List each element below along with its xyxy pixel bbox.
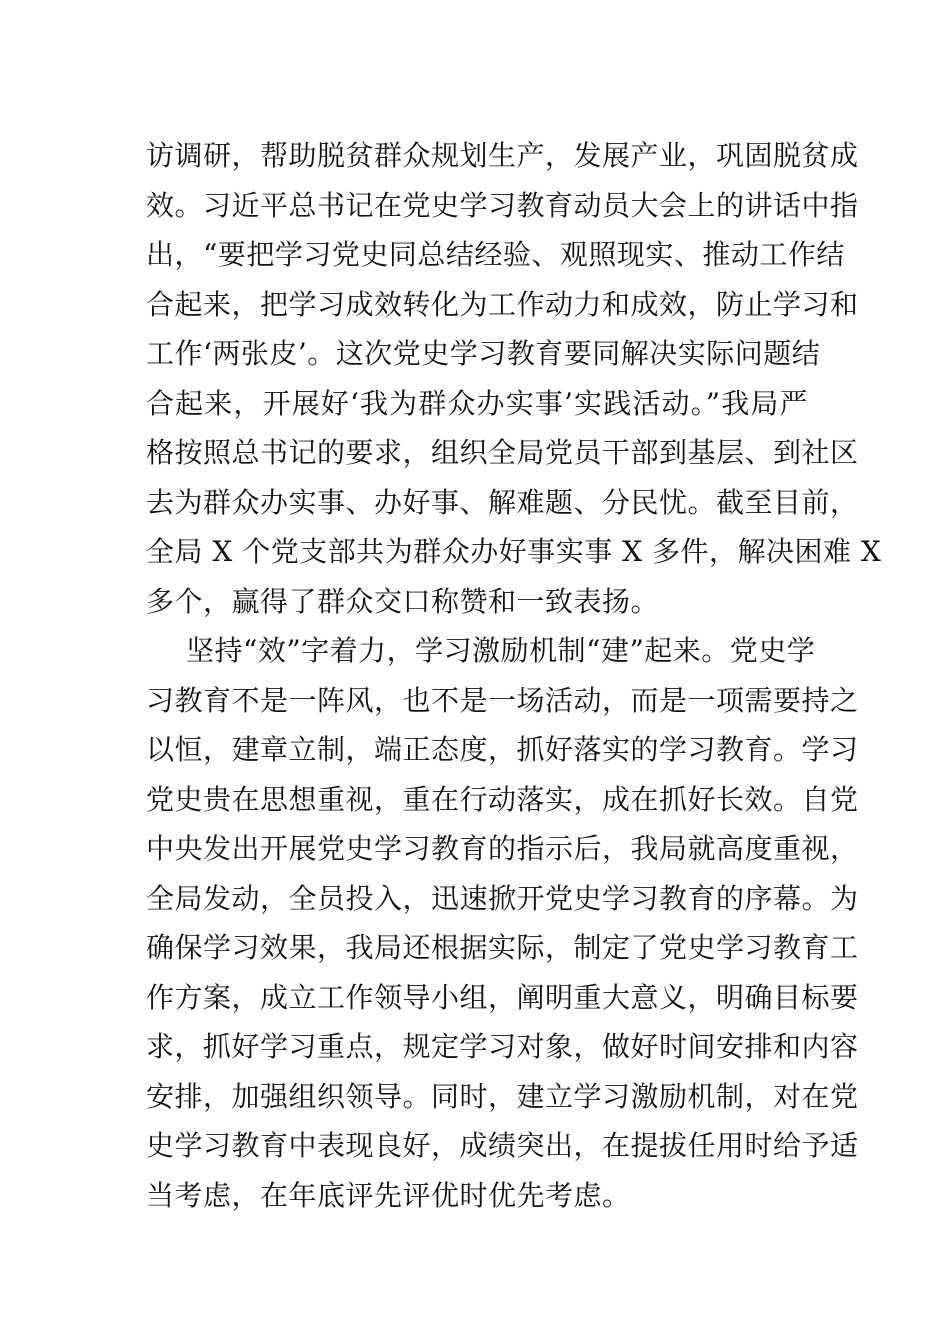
text-line: 当考虑，在年底评先评优时优先考虑。 (146, 1178, 631, 1212)
text-line: 求，抓好学习重点，规定学习对象，做好时间安排和内容 (146, 1030, 859, 1063)
text-line: 作方案，成立工作领导小组，阐明重大意义，明确目标要 (146, 980, 859, 1014)
text-line: 中央发出开展党史学习教育的指示后，我局就高度重视， (146, 832, 859, 865)
text-line: 习教育不是一阵风，也不是一场活动，而是一项需要持之 (146, 683, 859, 717)
text-line: 全局 X 个党支部共为群众办好事实事 X 多件，解决困难 X (146, 535, 882, 568)
text-line: 党史贵在思想重视，重在行动落实，成在抓好长效。自党 (146, 782, 859, 816)
text-line: 工作‘两张皮’。这次党史学习教育要同解决实际问题结 (146, 337, 821, 370)
paragraph-1 (146, 131, 882, 626)
body-text (146, 131, 882, 1220)
text-line: 合起来，把学习成效转化为工作动力和成效，防止学习和 (146, 287, 859, 321)
text-line: 去为群众办实事、办好事、解难题、分民忧。截至目前， (146, 485, 859, 519)
text-line: 效。习近平总书记在党史学习教育动员大会上的讲话中指 (146, 188, 859, 222)
text-line: 格按照总书记的要求，组织全局党员干部到基层、到社区 (146, 436, 859, 469)
text-line: 全局发动，全员投入，迅速掀开党史学习教育的序幕。为 (146, 881, 859, 915)
text-line: 确保学习效果，我局还根据实际，制定了党史学习教育工 (146, 931, 859, 964)
text-line: 安排，加强组织领导。同时，建立学习激励机制，对在党 (146, 1079, 859, 1113)
text-line: 以恒，建章立制，端正态度，抓好落实的学习教育。学习 (146, 733, 859, 766)
paragraph-2 (146, 626, 859, 1220)
text-line: 访调研，帮助脱贫群众规划生产，发展产业，巩固脱贫成 (146, 139, 859, 172)
text-line: 多个，赢得了群众交口称赞和一致表扬。 (146, 584, 660, 618)
text-line: 出，“要把学习党史同总结经验、观照现实、推动工作结 (146, 238, 845, 271)
text-line: 坚持“效”字着力，学习激励机制“建”起来。党史学 (186, 634, 816, 667)
text-line: 合起来，开展好‘我为群众办实事’实践活动。”我局严 (146, 386, 808, 420)
text-line: 史学习教育中表现良好，成绩突出，在提拔任用时给予适 (146, 1129, 859, 1162)
